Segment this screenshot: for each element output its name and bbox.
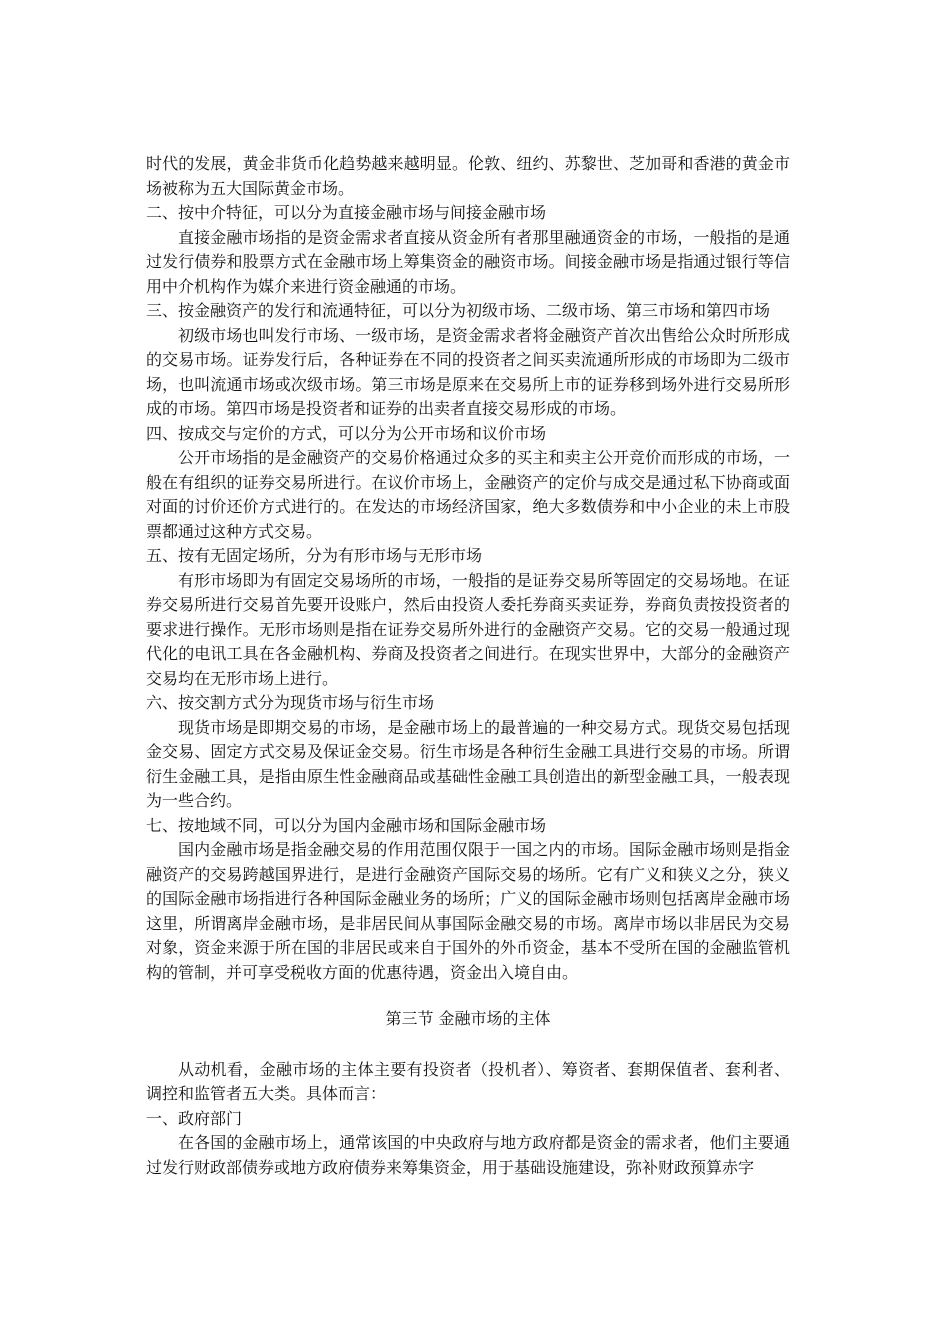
heading-settlement-classification: 六、按交割方式分为现货市场与衍生市场	[146, 693, 435, 712]
paragraph-spot-derivative-markets: 现货市场是即期交易的市场，是金融市场上的最普遍的一种交易方式。现货交易包括现金交易、固定方式交易及保证金交易。衍生市场是各种衍生金融工具进行交易的市场。所谓衍生金融工具，是指由原生性金融商品或基础性金融工具创造出的新型金融工具，一般表现为一些合约。	[146, 717, 790, 810]
paragraph-open-negotiated-markets: 公开市场指的是金融资产的交易价格通过众多的买主和卖主公开竞价而形成的市场，一般在有组织的证券交易所进行。在议价市场上，金融资产的定价与成交是通过私下协商或面对面的讨价还价方式进行的。在发达的市场经济国家，绝大多数债券和中小企业的未上市股票都通过这种方式交易。	[146, 448, 790, 541]
section-title: 第三节 金融市场的主体	[385, 1009, 551, 1028]
heading-pricing-classification: 四、按成交与定价的方式，可以分为公开市场和议价市场	[146, 423, 547, 443]
heading-issuance-circulation-classification: 三、按金融资产的发行和流通特征，可以分为初级市场、二级市场、第三市场和第四市场	[146, 301, 771, 320]
section-intro-paragraph: 从动机看，金融市场的主体主要有投资者（投机者）、筹资者、套期保值者、套利者、调控和监管者五大类。具体而言：	[146, 1059, 790, 1103]
paragraph-domestic-international-markets: 国内金融市场是指金融交易的作用范围仅限于一国之内的市场。国际金融市场则是指金融资产的交易跨越国界进行，是进行金融资产国际交易的场所。它有广义和狭义之分，狭义的国际金融市场指进行各种国际金融业务的场所；广义的国际金融市场则包括离岸金融市场这里，所谓离岸金融市场，是非居民间从事国际金融交易的市场。离岸市场以非居民为交易对象，资金来源于所在国的非居民或来自于国外的外币资金，基本不受所在国的金融监管机构的管制，并可享受税收方面的优惠待遇，资金出入境自由。	[146, 840, 790, 982]
paragraph-direct-indirect-markets: 直接金融市场指的是资金需求者直接从资金所有者那里融通资金的市场，一般指的是通过发行债券和股票方式在金融市场上筹集资金的融资市场。间接金融市场是指通过银行等信用中介机构作为媒介来进行资金融通的市场。	[146, 227, 790, 296]
heading-region-classification: 七、按地域不同，可以分为国内金融市场和国际金融市场	[146, 815, 547, 835]
paragraph-tangible-intangible-markets: 有形市场即为有固定交易场所的市场，一般指的是证券交易所等固定的交易场地。在证券交易所进行交易首先要开设账户，然后由投资人委托券商买卖证券，券商负责按投资者的要求进行操作。无形市场则是指在证券交易所外进行的金融资产交易。它的交易一般通过现代化的电讯工具在各金融机构、券商及投资者之间进行。在现实世界中，大部分的金融资产交易均在无形市场上进行。	[146, 570, 790, 688]
document-body	[146, 152, 790, 1180]
heading-intermediary-classification: 二、按中介特征，可以分为直接金融市场与间接金融市场	[146, 203, 547, 222]
heading-venue-classification: 五、按有无固定场所，分为有形市场与无形市场	[146, 546, 483, 565]
intro-paragraph: 时代的发展，黄金非货币化趋势越来越明显。伦敦、纽约、苏黎世、芝加哥和香港的黄金市场被称为五大国际黄金市场。	[146, 154, 790, 198]
paragraph-primary-secondary-markets: 初级市场也叫发行市场、一级市场，是资金需求者将金融资产首次出售给公众时所形成的交易市场。证券发行后，各种证券在不同的投资者之间买卖流通所形成的市场即为二级市场，也叫流通市场或次级市场。第三市场是原来在交易所上市的证券移到场外进行交易所形成的市场。第四市场是投资者和证券的出卖者直接交易形成的市场。	[146, 325, 790, 418]
paragraph-government: 在各国的金融市场上，通常该国的中央政府与地方政府都是资金的需求者，他们主要通过发行财政部债券或地方政府债券来筹集资金，用于基础设施建设，弥补财政预算赤字	[146, 1133, 790, 1177]
subheading-government: 一、政府部门	[146, 1108, 243, 1128]
